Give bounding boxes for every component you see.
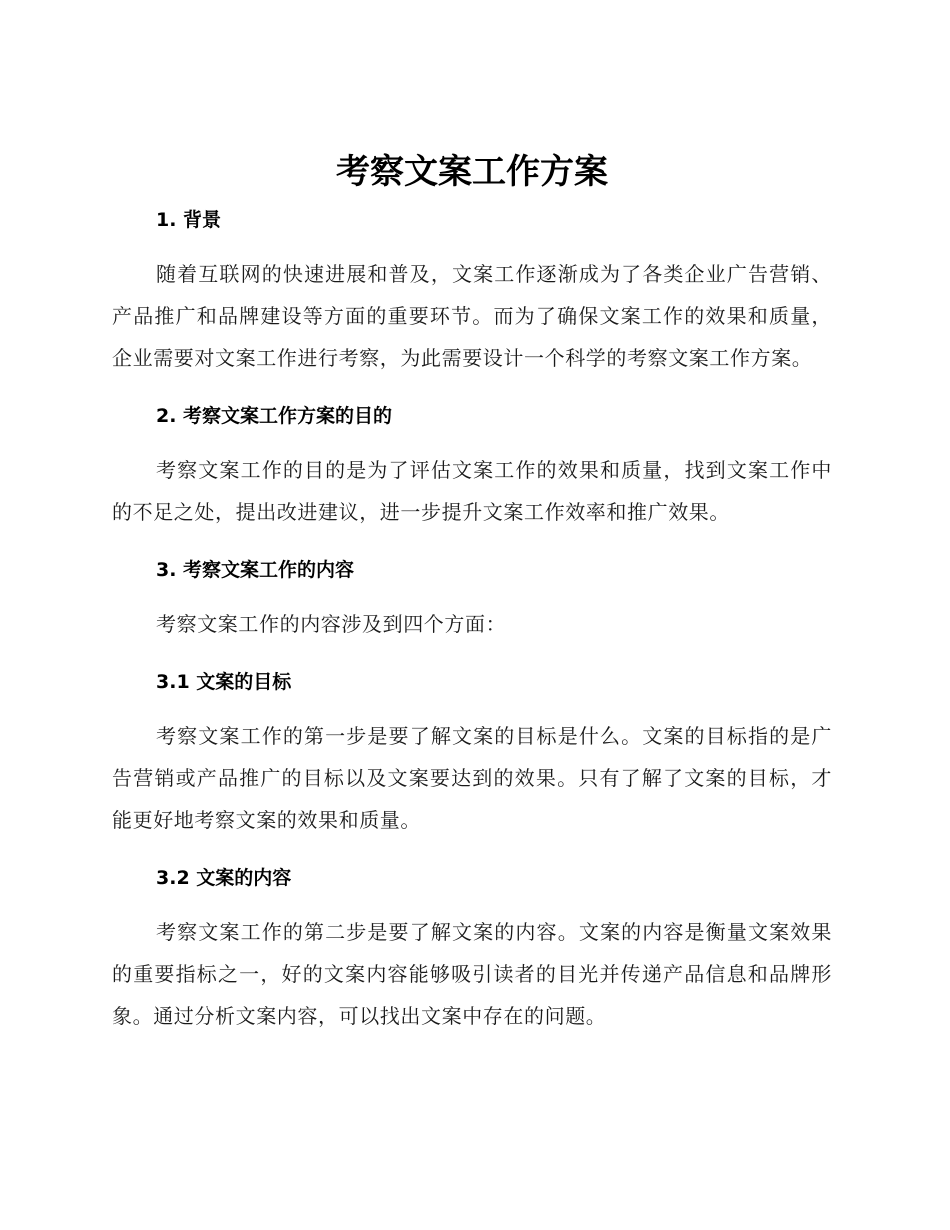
section-heading-content: 3. 考察文案工作的内容 <box>156 559 355 581</box>
document-body <box>112 203 832 1037</box>
document-title: 考察文案工作方案 <box>336 152 608 192</box>
section-heading-background: 1. 背景 <box>156 209 222 231</box>
section-heading-purpose: 2. 考察文案工作方案的目的 <box>156 405 393 427</box>
section-paragraph-background: 随着互联网的快速进展和普及，文案工作逐渐成为了各类企业广告营销、产品推广和品牌建设等方面的重要环节。而为了确保文案工作的效果和质量，企业需要对文案工作进行考察，为此需要设计一个科学的考察文案工作方案。 <box>112 262 832 370</box>
section-heading-target: 3.1 文案的目标 <box>156 671 292 693</box>
section-paragraph-copy-content: 考察文案工作的第二步是要了解文案的内容。文案的内容是衡量文案效果的重要指标之一，好的文案内容能够吸引读者的目光并传递产品信息和品牌形象。通过分析文案内容，可以找出文案中存在的问题。 <box>112 920 832 1028</box>
section-paragraph-target: 考察文案工作的第一步是要了解文案的目标是什么。文案的目标指的是广告营销或产品推广的目标以及文案要达到的效果。只有了解了文案的目标，才能更好地考察文案的效果和质量。 <box>112 724 832 832</box>
section-heading-copy-content: 3.2 文案的内容 <box>156 867 292 889</box>
section-paragraph-content: 考察文案工作的内容涉及到四个方面： <box>156 612 507 636</box>
section-paragraph-purpose: 考察文案工作的目的是为了评估文案工作的效果和质量，找到文案工作中的不足之处，提出改进建议，进一步提升文案工作效率和推广效果。 <box>112 458 832 524</box>
